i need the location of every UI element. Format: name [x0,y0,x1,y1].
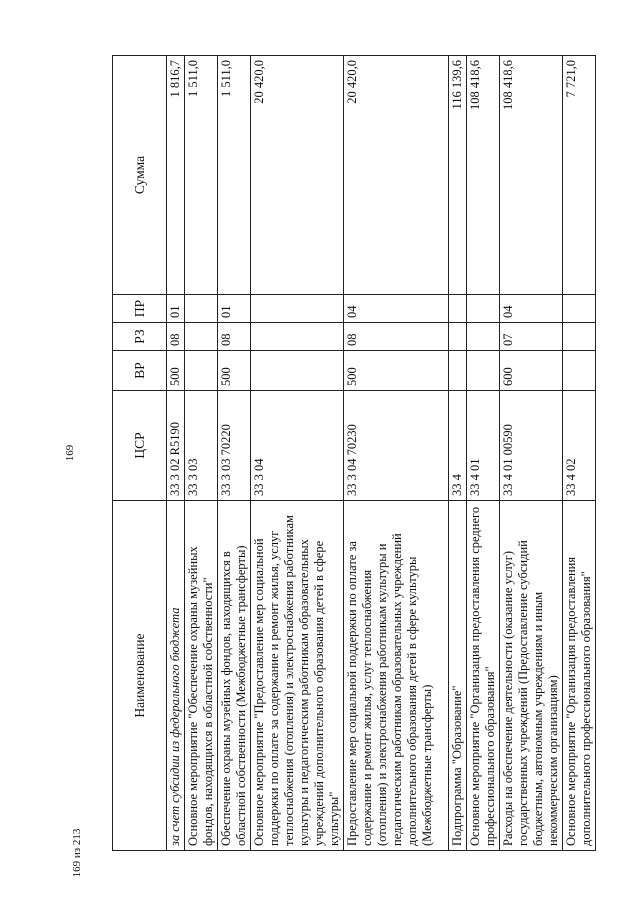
row-vr [467,351,500,391]
row-pr [467,295,500,323]
row-sum: 1 511,0 [185,56,218,295]
table-row [185,56,218,851]
row-vr [563,351,596,391]
row-rz [251,323,344,351]
row-rz: 07 [500,323,563,351]
row-vr [185,351,218,391]
row-vr: 500 [218,351,251,391]
row-csr: 33 4 02 [563,391,596,501]
budget-table [112,55,596,851]
table-row [563,56,596,851]
row-name: Основное мероприятие "Предоставление мер социальной поддержки по оплате за содержание и ремонт жилья, услуг теплоснабжения (отопления) и электроснабжения работникам культуры и педагогическим работникам образовательных учреждений дополнительного образования детей в сфере культуры" [251,501,344,851]
row-sum: 20 420,0 [344,56,449,295]
row-sum: 1 816,7 [167,56,185,295]
header-rz: РЗ [113,323,167,351]
table-row [167,56,185,851]
table-row [449,56,467,851]
row-pr: 04 [344,295,449,323]
row-csr: 33 4 01 [467,391,500,501]
table-row [467,56,500,851]
row-name: Основное мероприятие "Организация предоставления дополнительного профессионального образования" [563,501,596,851]
row-rz [449,323,467,351]
row-csr: 33 3 03 [185,391,218,501]
row-vr [449,351,467,391]
header-pr: ПР [113,295,167,323]
row-name: Основное мероприятие "Организация предоставления среднего профессионального образования" [467,501,500,851]
row-name: за счет субсидии из федерального бюджета [167,501,185,851]
header-sum: Сумма [113,56,167,295]
row-sum: 116 139,6 [449,56,467,295]
row-vr: 500 [344,351,449,391]
row-pr [563,295,596,323]
row-sum: 1 511,0 [218,56,251,295]
header-csr: ЦСР [113,391,167,501]
row-name: Основное мероприятие "Обеспечение охраны музейных фондов, находящихся в областной собственности" [185,501,218,851]
row-sum: 108 418,6 [500,56,563,295]
row-vr [251,351,344,391]
row-name: Предоставление мер социальной поддержки по оплате за содержание и ремонт жилья, услуг теплоснабжения (отопления) и электроснабжения работникам культуры и педагогическим работникам образовательных учреждений дополнительного образования детей в сфере культуры (Межбюджетные трансферты) [344,501,449,851]
row-csr: 33 3 04 70230 [344,391,449,501]
budget-table-container [112,56,593,851]
table-row [344,56,449,851]
row-pr [185,295,218,323]
page-footer: 169 из 213 [71,828,83,878]
row-rz [185,323,218,351]
row-rz: 08 [344,323,449,351]
row-pr: 01 [218,295,251,323]
header-vr: ВР [113,351,167,391]
row-sum: 20 420,0 [251,56,344,295]
row-name: Расходы на обеспечение деятельности (оказание услуг) государственных учреждений (Предоставление субсидий бюджетным, автономным учреждениям и иным некоммерческим организациям) [500,501,563,851]
row-rz: 08 [218,323,251,351]
row-sum: 7 721,0 [563,56,596,295]
row-csr: 33 3 04 [251,391,344,501]
row-rz [467,323,500,351]
table-row [500,56,563,851]
row-name: Обеспечение охраны музейных фондов, находящихся в областной собственности (Межбюджетные трансферты) [218,501,251,851]
row-vr: 500 [167,351,185,391]
row-csr: 33 4 01 00590 [500,391,563,501]
row-csr: 33 4 [449,391,467,501]
row-pr [251,295,344,323]
row-pr [449,295,467,323]
row-csr: 33 3 03 70220 [218,391,251,501]
row-pr: 01 [167,295,185,323]
page-number-top: 169 [64,444,76,462]
row-vr: 600 [500,351,563,391]
row-rz: 08 [167,323,185,351]
row-pr: 04 [500,295,563,323]
table-row [251,56,344,851]
row-name: Подпрограмма "Образование" [449,501,467,851]
row-sum: 108 418,6 [467,56,500,295]
table-header-row [113,56,167,851]
table-row [218,56,251,851]
row-rz [563,323,596,351]
row-csr: 33 3 02 R5190 [167,391,185,501]
header-name: Наименование [113,501,167,851]
